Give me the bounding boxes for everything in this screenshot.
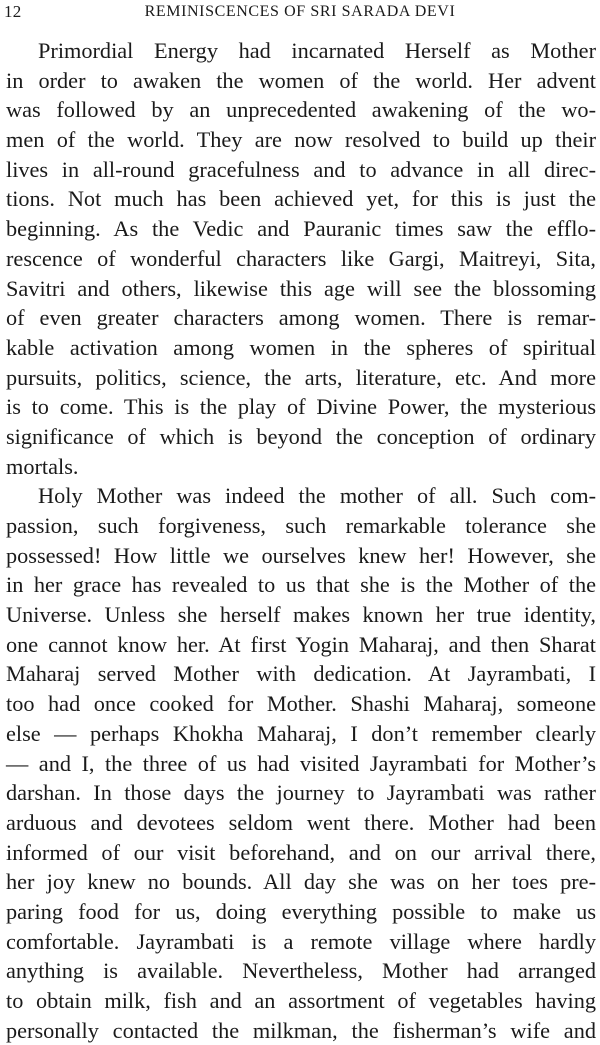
text-line: one cannot know her. At first Yogin Maharaj, and then Sharat — [6, 631, 596, 657]
text-line: Universe. Unless she herself makes known her true identity, — [6, 602, 596, 628]
text-line: arduous and devotees seldom went there. Mother had been — [6, 809, 596, 835]
text-line: is to come. This is the play of Divine Power, the mysterious — [6, 394, 596, 420]
text-line: Savitri and others, likewise this age will see the blossoming — [6, 275, 596, 301]
text-line: pursuits, politics, science, the arts, literature, etc. And more — [6, 364, 596, 390]
text-line: too had once cooked for Mother. Shashi Maharaj, someone — [6, 691, 596, 717]
page-number: 12 — [4, 2, 22, 21]
paragraph-1 — [6, 36, 596, 481]
text-line: personally contacted the milkman, the fisherman’s wife and — [6, 1017, 596, 1043]
text-line: darshan. In those days the journey to Jayrambati was rather — [6, 780, 596, 806]
text-line: tions. Not much has been achieved yet, for this is just the — [6, 186, 596, 212]
text-line: rescence of wonderful characters like Gargi, Maitreyi, Sita, — [6, 245, 596, 271]
text-line: paring food for us, doing everything possible to make us — [6, 898, 596, 924]
text-line: significance of which is beyond the conception of ordinary — [6, 423, 596, 449]
text-line: else — perhaps Khokha Maharaj, I don’t remember clearly — [6, 720, 596, 746]
body-text — [6, 36, 596, 1045]
text-line: anything is available. Nevertheless, Mother had arranged — [6, 958, 596, 984]
text-line: lives in all-round gracefulness and to advance in all direc- — [6, 156, 596, 182]
text-line: passion, such forgiveness, such remarkable tolerance she — [6, 513, 596, 538]
text-line: men of the world. They are now resolved to build up their — [6, 127, 596, 153]
book-title: REMINISCENCES OF SRI SARADA DEVI — [144, 3, 456, 20]
text-line: was followed by an unprecedented awakening of the wo- — [6, 97, 596, 123]
text-line: — and I, the three of us had visited Jayrambati for Mother’s — [6, 750, 596, 776]
text-line: mortals. — [6, 453, 79, 479]
text-line: possessed! How little we ourselves knew her! However, she — [6, 542, 596, 568]
text-line: in her grace has revealed to us that she is the Mother of the — [6, 572, 596, 598]
text-line: Holy Mother was indeed the mother of all. Such com- — [38, 483, 596, 509]
text-line: comfortable. Jayrambati is a remote village where hardly — [6, 928, 596, 954]
paragraph-2 — [6, 481, 596, 1045]
text-line: of even greater characters among women. There is remar- — [6, 305, 596, 331]
text-line: informed of our visit beforehand, and on our arrival there, — [6, 839, 596, 865]
running-head — [4, 0, 596, 30]
text-line: beginning. As the Vedic and Pauranic times saw the efflo- — [6, 216, 596, 242]
text-line: Primordial Energy had incarnated Herself as Mother — [38, 38, 596, 63]
text-line: kable activation among women in the spheres of spiritual — [6, 334, 596, 360]
text-line: to obtain milk, fish and an assortment of vegetables having — [6, 988, 596, 1013]
text-line: her joy knew no bounds. All day she was on her toes pre- — [6, 869, 596, 895]
text-line: Maharaj served Mother with dedication. At Jayrambati, I — [6, 661, 596, 687]
text-line: in order to awaken the women of the world. Her advent — [6, 67, 596, 93]
